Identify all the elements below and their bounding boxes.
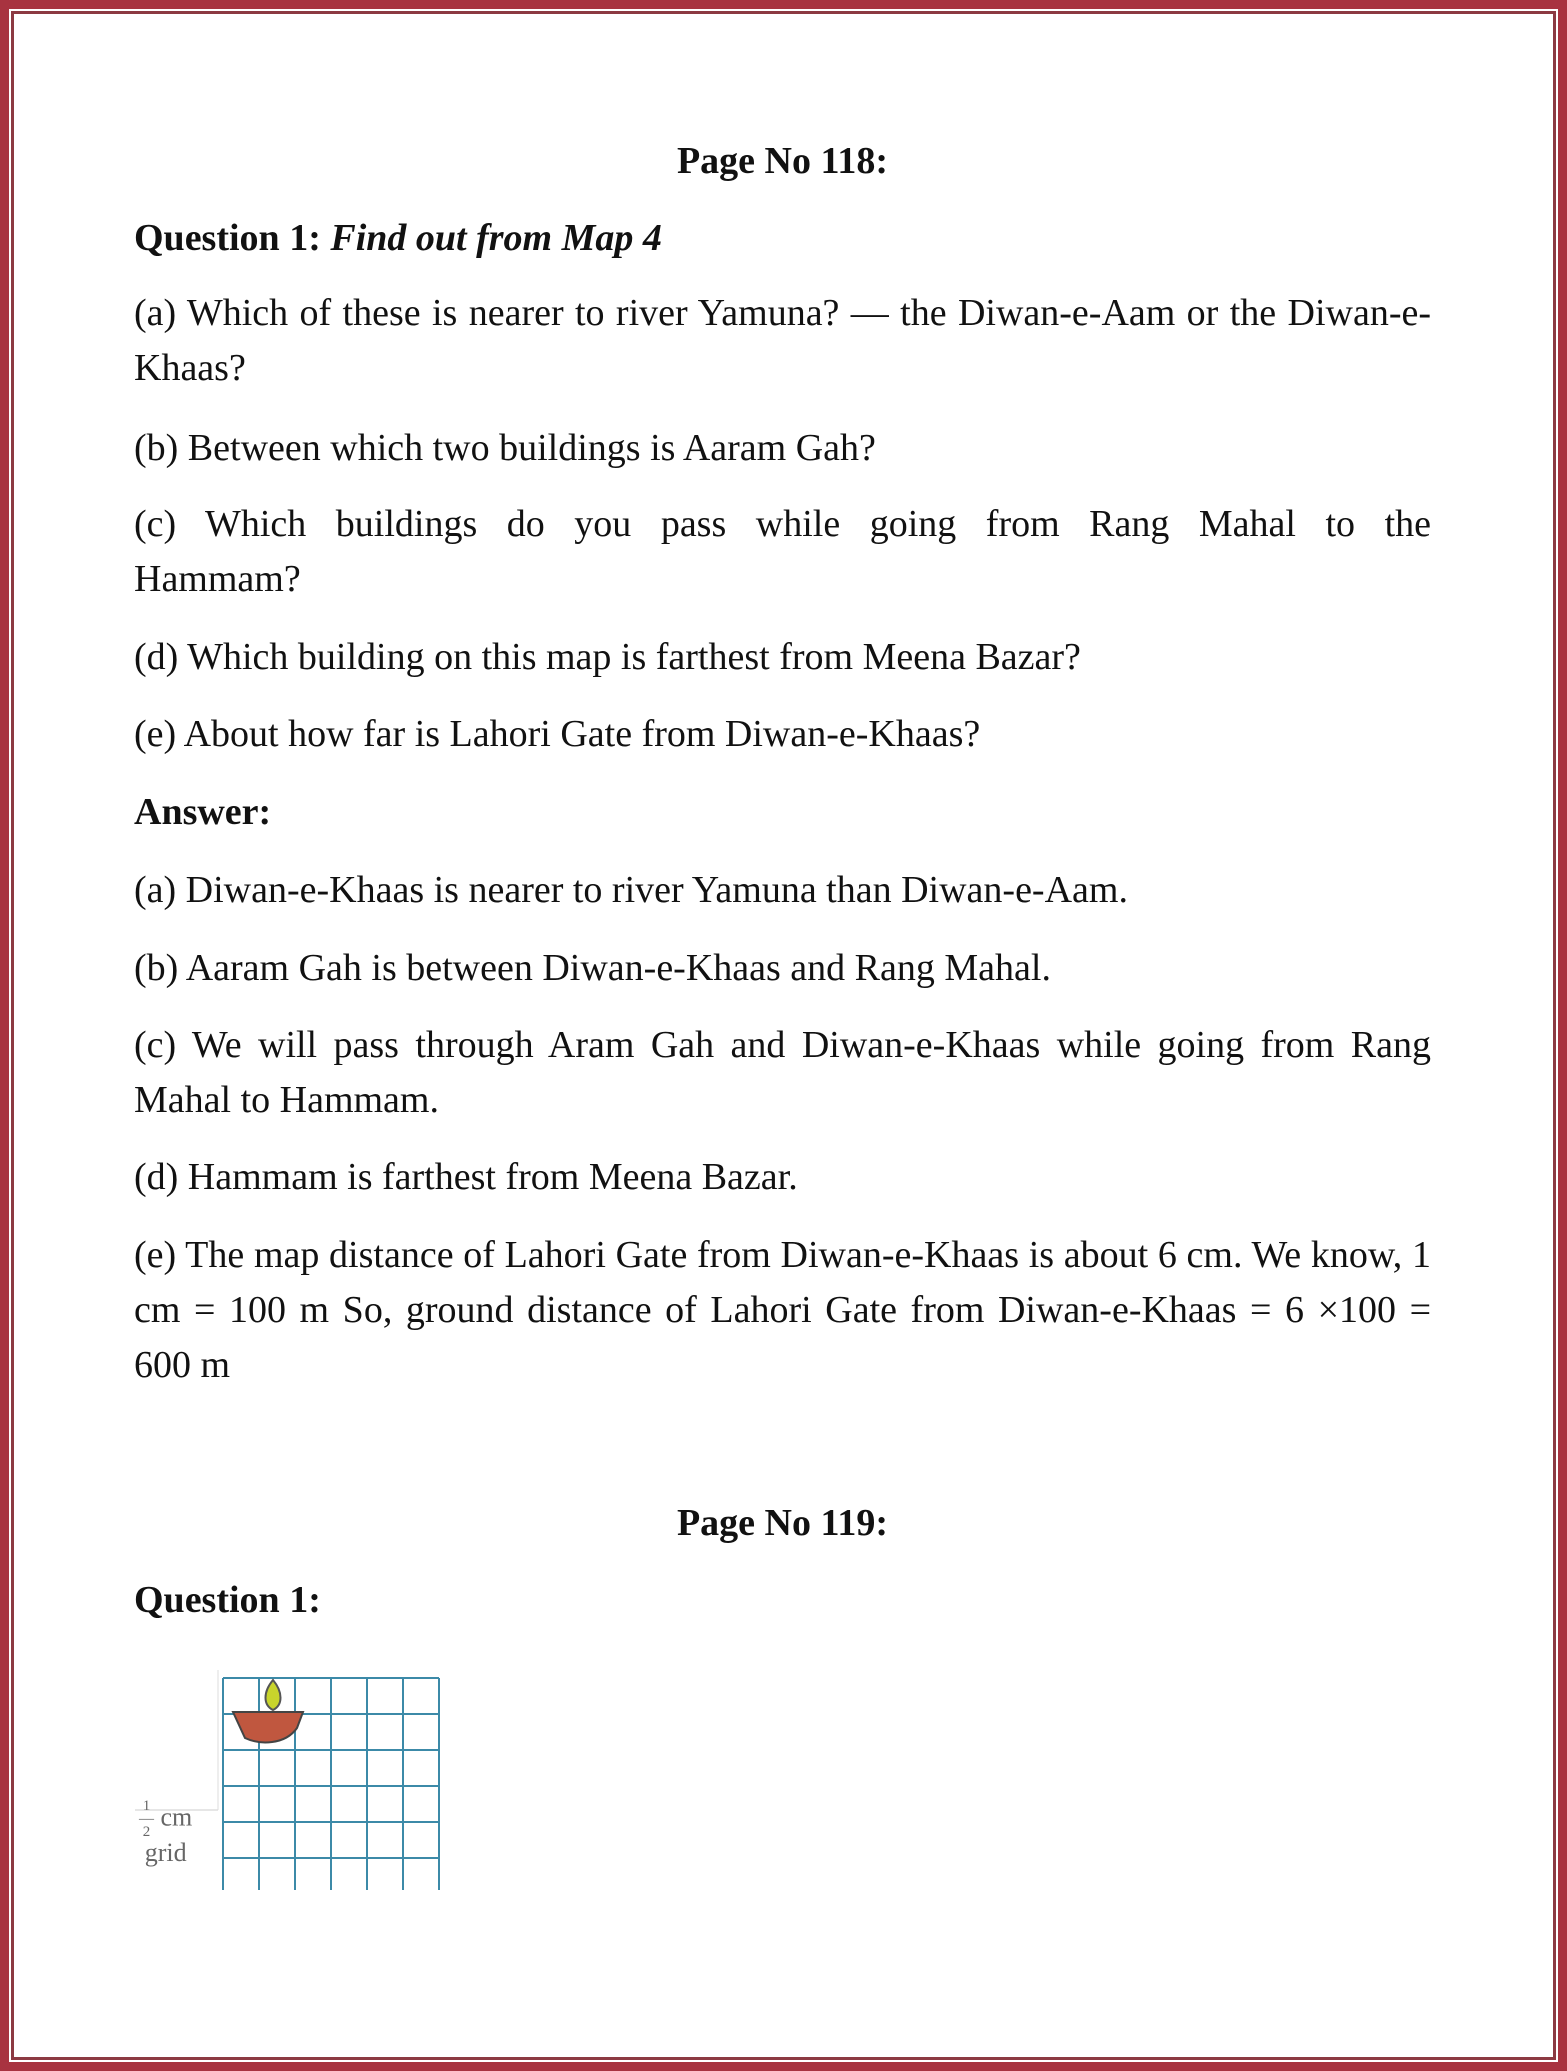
question-heading: Question 1: Find out from Map 4 [134,217,662,259]
question-b: (b) Between which two buildings is Aaram Gah? [134,427,876,469]
question-d: (d) Which building on this map is farthest from Meena Bazar? [134,636,1081,678]
answer-b: (b) Aaram Gah is between Diwan-e-Khaas and Rang Mahal. [134,947,1051,989]
page-heading-118: Page No 118: [676,140,889,182]
question-a: (a) Which of these is nearer to river Yamuna? — the Diwan-e-Aam or the Diwan-e-Khaas? [134,292,1431,389]
question-c: (c) Which buildings do you pass while going from Rang Mahal to the Hammam? [134,503,1431,600]
answer-d: (d) Hammam is farthest from Meena Bazar. [134,1156,798,1198]
answer-e: (e) The map distance of Lahori Gate from Diwan-e-Khaas is about 6 cm. We know, 1 cm = 100 m So, ground distance of Lahori Gate from Diwan-e-Khaas = 6 ×100 = 600 m [134,1234,1431,1386]
grid-scale-label: 1 ― 2 cm grid [139,1798,193,1867]
question-e: (e) About how far is Lahori Gate from Diwan-e-Khaas? [134,713,981,755]
answer-c: (c) We will pass through Aram Gah and Diwan-e-Khaas while going from Rang Mahal to Hammam. [134,1024,1431,1121]
half-cm-grid-figure [135,1650,445,1890]
page-heading-119: Page No 119: [676,1502,889,1544]
answer-heading: Answer: [134,791,272,833]
answer-a: (a) Diwan-e-Khaas is nearer to river Yamuna than Diwan-e-Aam. [134,869,1128,911]
oil-lamp-icon [233,1680,303,1742]
question-heading-2: Question 1: [134,1579,321,1621]
